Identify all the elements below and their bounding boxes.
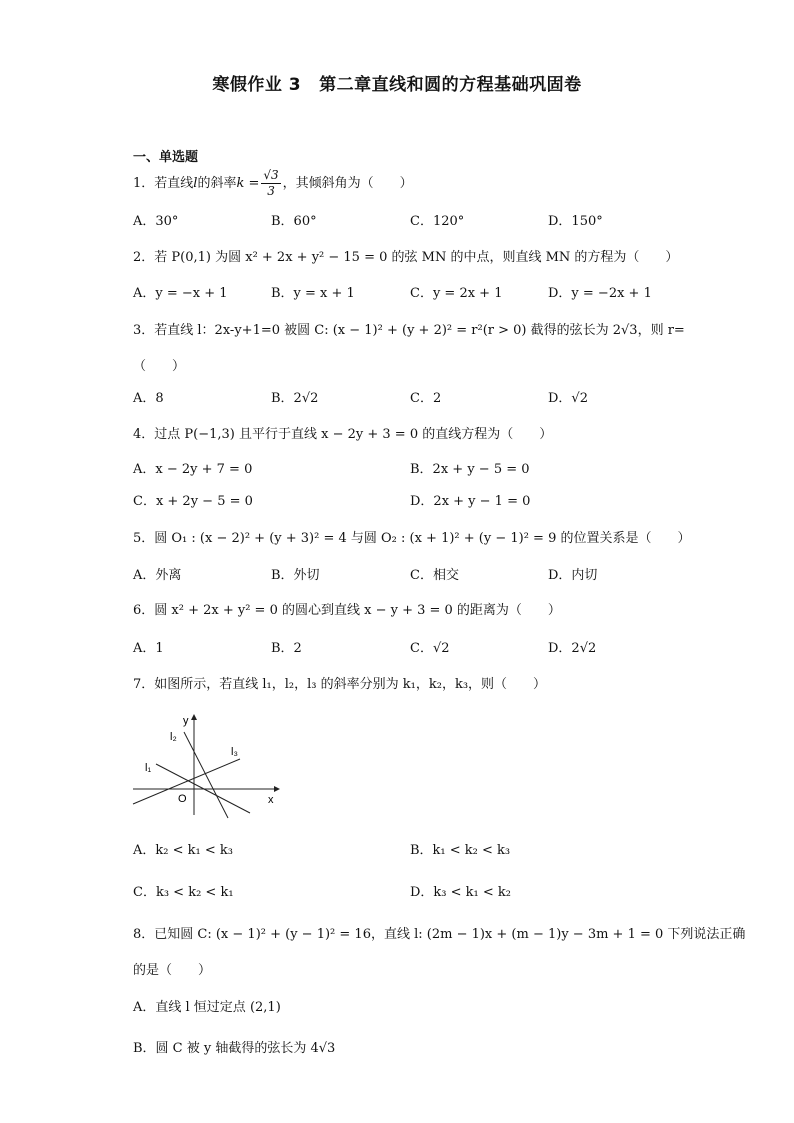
question-1: 1．若直线l的斜率k = $\frac{√3}{3}$ ，其倾斜角为（ ） bbox=[133, 168, 413, 198]
question-8: 8．已知圆 C: (x − 1)² + (y − 1)² = 16，直线 l: (2m − 1)x + (m − 1)y − 3m + 1 = 0 下列说法正确 bbox=[133, 927, 746, 942]
label-l3: l₃ bbox=[231, 746, 238, 758]
label-y: y bbox=[183, 715, 189, 727]
q1-option-c[interactable]: C．120° bbox=[410, 214, 465, 229]
q3-option-c[interactable]: C．2 bbox=[410, 391, 442, 406]
question-2: 2．若 P(0,1) 为圆 x² + 2x + y² − 15 = 0 的弦 MN 的中点，则直线 MN 的方程为（ ） bbox=[133, 250, 679, 265]
q2-option-c[interactable]: C．y = 2x + 1 bbox=[410, 286, 503, 301]
y-axis-arrow bbox=[191, 714, 197, 720]
question-8-cont: 的是（ ） bbox=[133, 963, 212, 978]
q6-option-c[interactable]: C．√2 bbox=[410, 641, 450, 656]
line-l2 bbox=[184, 732, 228, 818]
fraction: $\frac{√3}{3}$ bbox=[263, 168, 279, 198]
q7-line-figure bbox=[128, 710, 288, 825]
q4-option-b[interactable]: B．2x + y − 5 = 0 bbox=[410, 462, 530, 477]
q4-option-c[interactable]: C．x + 2y − 5 = 0 bbox=[133, 494, 253, 509]
q4-option-a[interactable]: A．x − 2y + 7 = 0 bbox=[133, 462, 253, 477]
question-5: 5．圆 O₁ : (x − 2)² + (y + 3)² = 4 与圆 O₂ : (x + 1)² + (y − 1)² = 9 的位置关系是（ ） bbox=[133, 531, 691, 546]
q7-option-d[interactable]: D．k₃ < k₁ < k₂ bbox=[410, 885, 512, 900]
section-heading: 一、单选题 bbox=[133, 150, 199, 165]
question-3-cont: （ ） bbox=[133, 359, 186, 374]
q1-option-d[interactable]: D．150° bbox=[548, 214, 603, 229]
title-part1: 寒假作业 3 bbox=[212, 75, 302, 95]
q6-option-b[interactable]: B．2 bbox=[271, 641, 302, 656]
question-4: 4．过点 P(−1,3) 且平行于直线 x − 2y + 3 = 0 的直线方程为（ ） bbox=[133, 427, 553, 442]
q5-option-a[interactable]: A．外离 bbox=[133, 568, 182, 583]
q3-option-b[interactable]: B．2√2 bbox=[271, 391, 319, 406]
q7-option-c[interactable]: C．k₃ < k₂ < k₁ bbox=[133, 885, 234, 900]
q4-option-d[interactable]: D．2x + y − 1 = 0 bbox=[410, 494, 531, 509]
label-l1: l₁ bbox=[145, 762, 152, 774]
page-title bbox=[0, 70, 794, 95]
q7-option-a[interactable]: A．k₂ < k₁ < k₃ bbox=[133, 843, 233, 858]
q2-option-b[interactable]: B．y = x + 1 bbox=[271, 286, 355, 301]
q1-option-b[interactable]: B．60° bbox=[271, 214, 317, 229]
q6-option-d[interactable]: D．2√2 bbox=[548, 641, 597, 656]
q5-option-d[interactable]: D．内切 bbox=[548, 568, 598, 583]
title-part2: 第二章直线和圆的方程基础巩固卷 bbox=[319, 75, 582, 95]
q1-option-a[interactable]: A．30° bbox=[133, 214, 179, 229]
question-7: 7．如图所示，若直线 l₁，l₂，l₃ 的斜率分别为 k₁，k₂，k₃，则（ ） bbox=[133, 677, 547, 692]
question-3: 3．若直线 l：2x-y+1=0 被圆 C: (x − 1)² + (y + 2)² = r²(r > 0) 截得的弦长为 2√3，则 r= bbox=[133, 323, 685, 338]
q6-option-a[interactable]: A．1 bbox=[133, 641, 164, 656]
q3-option-a[interactable]: A．8 bbox=[133, 391, 164, 406]
q8-option-a[interactable]: A．直线 l 恒过定点 (2,1) bbox=[133, 1000, 281, 1015]
q2-option-a[interactable]: A．y = −x + 1 bbox=[133, 286, 228, 301]
q5-option-b[interactable]: B．外切 bbox=[271, 568, 320, 583]
q3-option-d[interactable]: D．√2 bbox=[548, 391, 588, 406]
label-l2: l₂ bbox=[170, 731, 177, 743]
q8-option-b[interactable]: B．圆 C 被 y 轴截得的弦长为 4√3 bbox=[133, 1041, 336, 1056]
q7-option-b[interactable]: B．k₁ < k₂ < k₃ bbox=[410, 843, 511, 858]
q5-option-c[interactable]: C．相交 bbox=[410, 568, 459, 583]
q2-option-d[interactable]: D．y = −2x + 1 bbox=[548, 286, 652, 301]
label-origin: O bbox=[178, 793, 187, 805]
label-x: x bbox=[268, 794, 274, 806]
question-6: 6．圆 x² + 2x + y² = 0 的圆心到直线 x − y + 3 = 0 的距离为（ ） bbox=[133, 603, 561, 618]
x-axis-arrow bbox=[274, 786, 280, 792]
